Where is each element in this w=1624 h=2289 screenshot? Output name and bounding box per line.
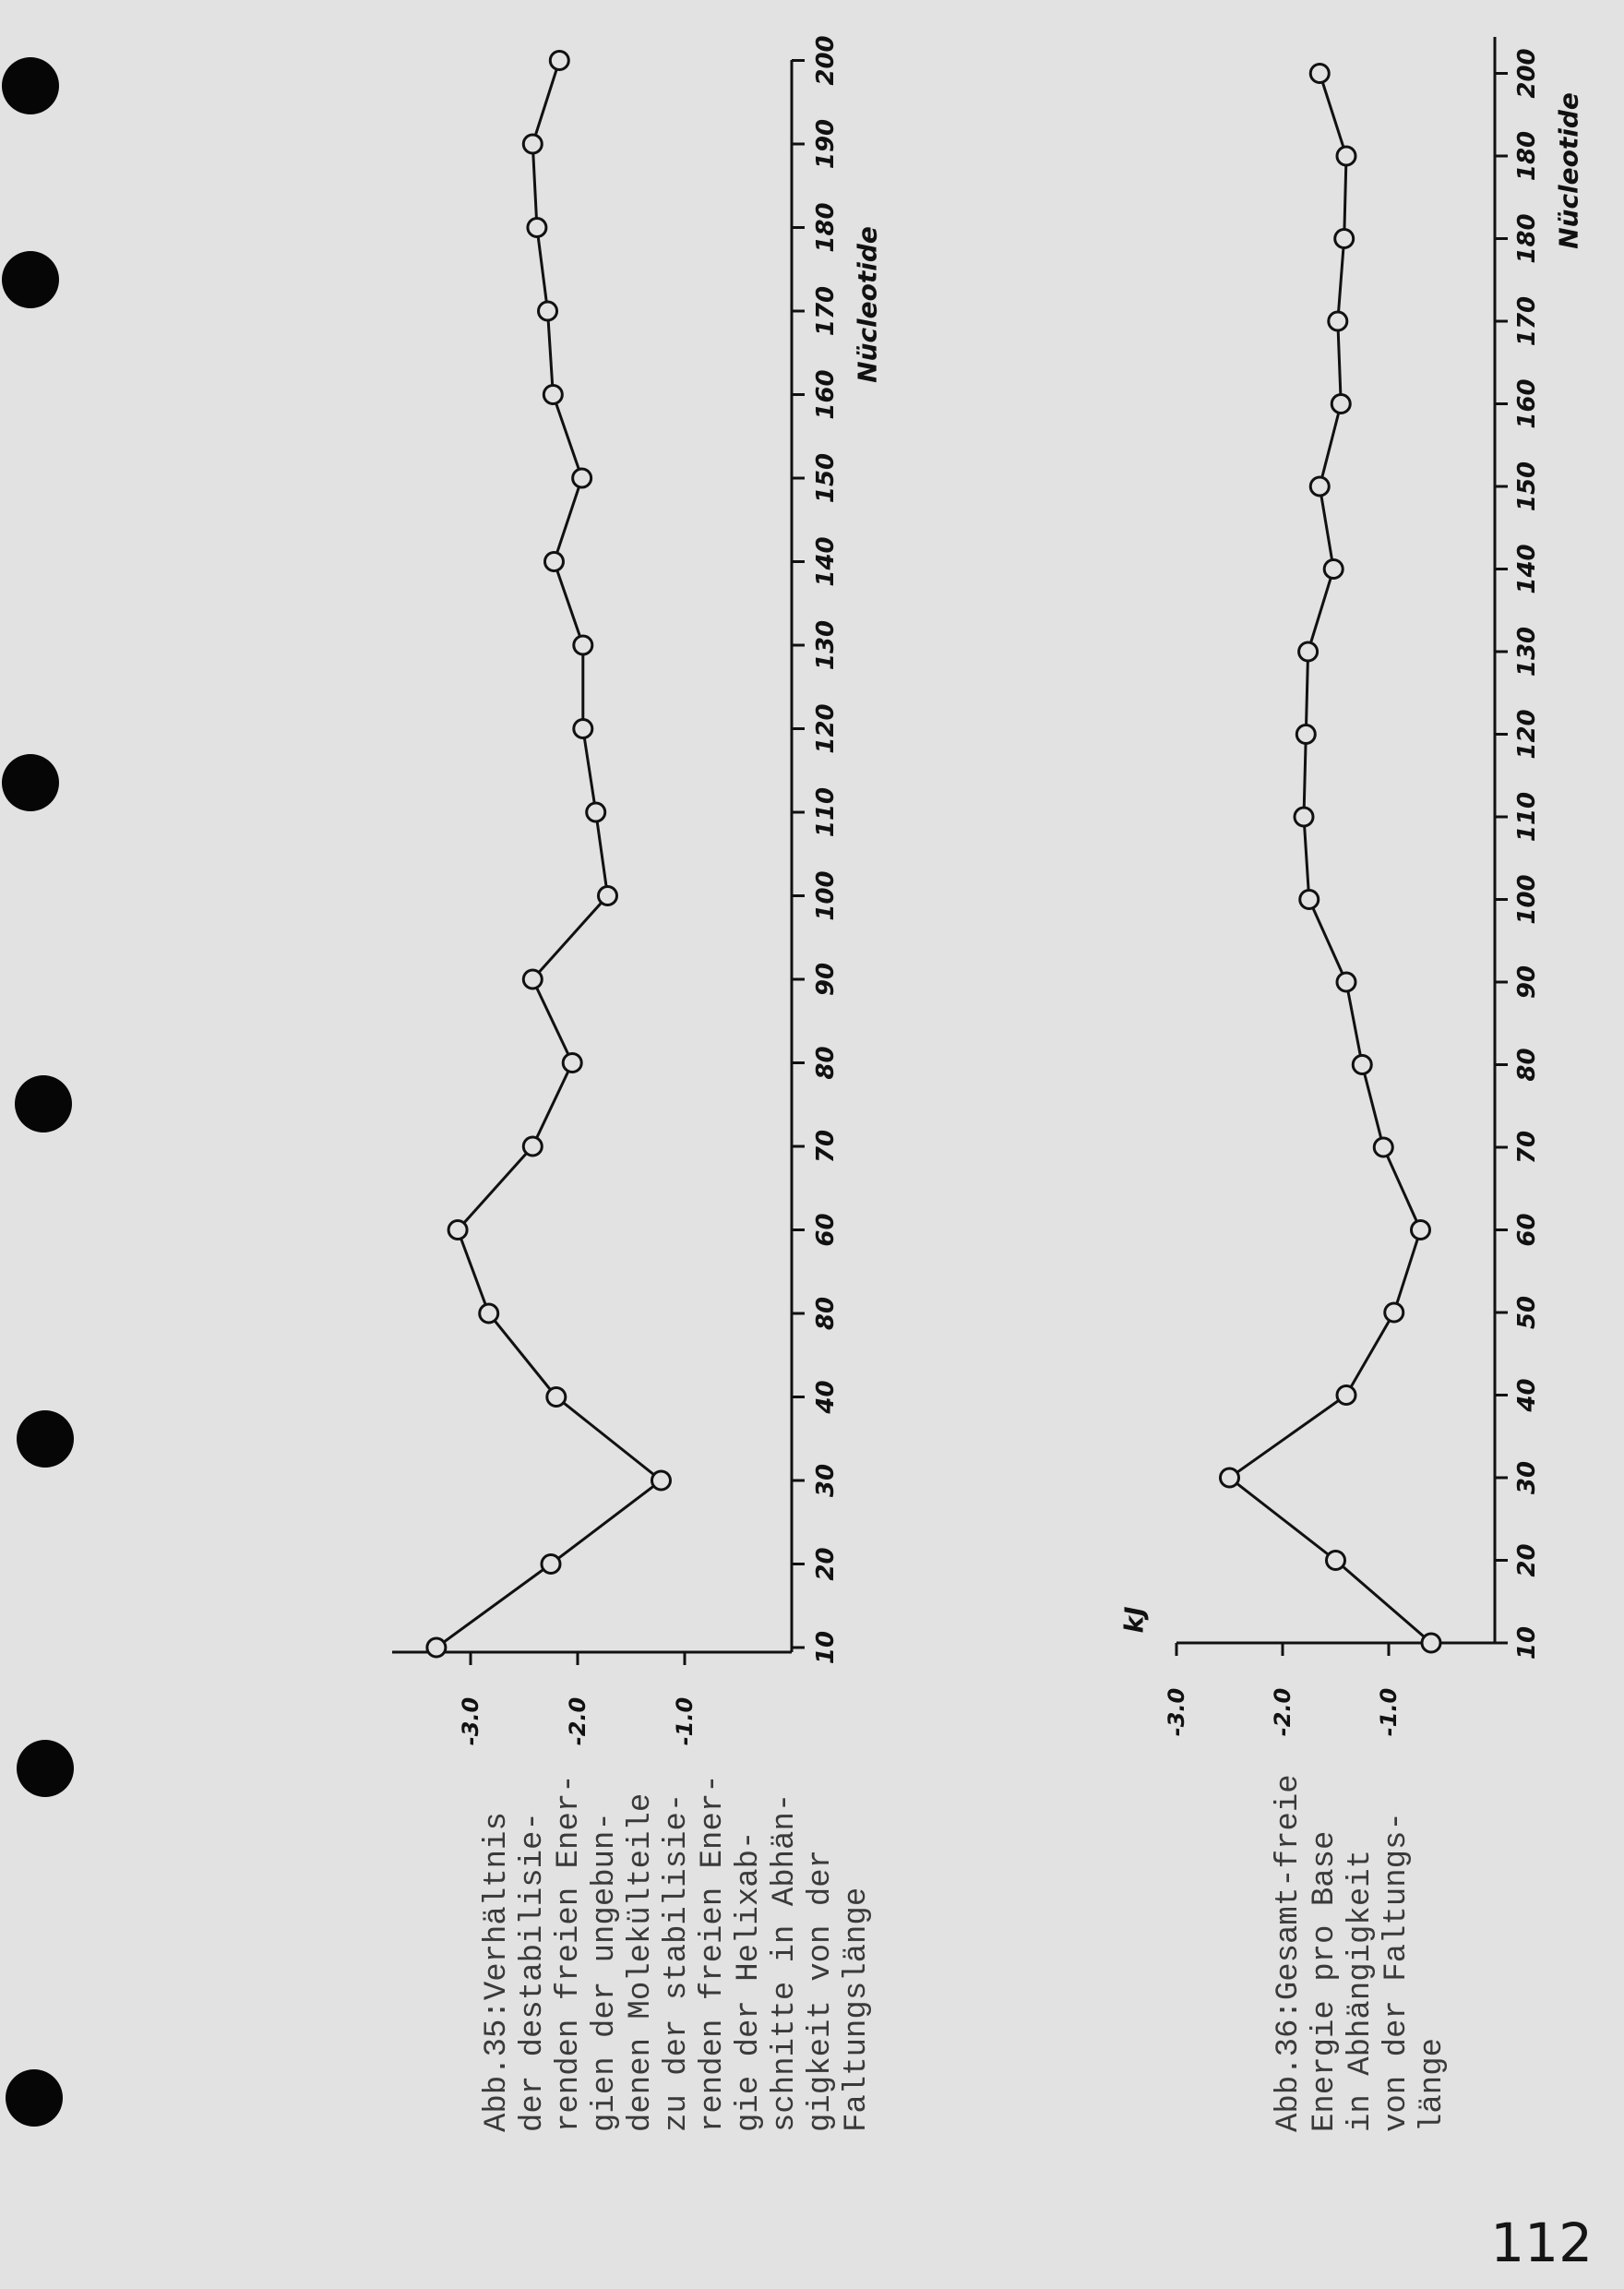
x-tick-label: 60 <box>812 1213 840 1247</box>
figure-35-caption: Abb.35:Verhältnis der destabilisie- renden freien Ener- gien der ungebun- denen Molekülteile zu der stabilisie- renden freien Ener- gie der Helixab- schnitte in Abhän- gigkeit von der Faltungslänge <box>480 1774 875 2132</box>
data-point <box>544 553 563 571</box>
data-point <box>1335 230 1354 248</box>
x-tick-label: 150 <box>812 452 840 504</box>
x-tick-label: 70 <box>1513 1130 1541 1165</box>
page-number: 112 <box>1490 2211 1593 2274</box>
x-axis-label: Nücleotide <box>852 226 883 383</box>
x-axis-label: Nücleotide <box>1553 92 1584 249</box>
data-point <box>543 386 562 404</box>
x-tick-label: 150 <box>1513 461 1541 512</box>
x-tick-label: 130 <box>1513 626 1541 677</box>
data-point <box>1329 312 1347 330</box>
x-tick-label: 130 <box>812 619 840 671</box>
x-tick-label: 40 <box>812 1380 840 1414</box>
x-tick-label: 170 <box>1513 295 1541 347</box>
x-tick-label: 200 <box>1513 48 1541 99</box>
x-tick-label: 10 <box>812 1630 840 1665</box>
data-point <box>574 636 592 654</box>
x-tick-label: 200 <box>812 35 840 86</box>
y-tick-label: -2.0 <box>1270 1687 1296 1737</box>
x-tick-label: 100 <box>1513 874 1541 925</box>
x-tick-label: 80 <box>1513 1048 1541 1082</box>
y-tick-label: -1.0 <box>672 1696 698 1746</box>
x-tick-label: 140 <box>1513 544 1541 594</box>
x-tick-label: 180 <box>1513 213 1541 264</box>
x-tick-label: 80 <box>812 1046 840 1080</box>
data-point <box>523 135 542 153</box>
x-tick-label: 110 <box>812 786 840 838</box>
y-tick-label: -2.0 <box>565 1696 591 1746</box>
y-tick-label: -1.0 <box>1376 1687 1402 1737</box>
y-tick-label: -3.0 <box>1164 1687 1189 1737</box>
data-point <box>1310 477 1329 496</box>
x-tick-label: 120 <box>1513 709 1541 760</box>
data-point <box>550 52 568 70</box>
data-point <box>539 302 557 320</box>
x-tick-label: 30 <box>1513 1460 1541 1495</box>
data-point <box>598 887 616 905</box>
data-point <box>1296 725 1315 744</box>
x-tick-label: 190 <box>812 118 840 170</box>
data-point <box>1324 560 1343 579</box>
x-tick-label: 60 <box>1513 1213 1541 1247</box>
data-point <box>1337 147 1355 165</box>
x-tick-label: 160 <box>1513 378 1541 429</box>
data-point <box>1310 65 1329 83</box>
x-tick-label: 40 <box>1513 1378 1541 1412</box>
x-tick-label: 90 <box>1513 965 1541 1000</box>
figure-36-caption: Abb.36:Gesamt-freie Energie pro Base in Abhängigkeit von der Faltungs- länge <box>1272 1774 1451 2132</box>
x-tick-label: 20 <box>1513 1543 1541 1577</box>
x-tick-label: 180 <box>812 202 840 253</box>
x-tick-label: 160 <box>812 369 840 420</box>
data-point <box>448 1221 467 1240</box>
x-tick-label: 120 <box>812 703 840 754</box>
data-point <box>1300 891 1319 909</box>
data-point <box>528 219 546 237</box>
data-point <box>574 720 592 738</box>
data-point <box>1295 808 1313 826</box>
x-tick-label: 100 <box>812 870 840 921</box>
x-tick-label: 50 <box>1513 1295 1541 1330</box>
data-point <box>573 469 591 487</box>
data-point <box>1299 642 1318 661</box>
x-tick-label: 10 <box>1513 1625 1541 1660</box>
data-point <box>1331 395 1350 413</box>
x-tick-label: 20 <box>812 1547 840 1581</box>
x-tick-label: 110 <box>1513 791 1541 843</box>
x-tick-label: 70 <box>812 1129 840 1164</box>
data-point <box>1221 1468 1239 1487</box>
data-point <box>587 803 605 821</box>
y-axis-label: kJ <box>1118 1606 1150 1634</box>
x-tick-label: 90 <box>812 962 840 997</box>
x-tick-label: 170 <box>812 285 840 337</box>
x-tick-label: 180 <box>1513 130 1541 182</box>
x-tick-label: 30 <box>812 1463 840 1498</box>
x-tick-label: 80 <box>812 1296 840 1331</box>
y-tick-label: -3.0 <box>458 1696 484 1746</box>
x-tick-label: 140 <box>812 536 840 587</box>
data-point <box>427 1638 446 1657</box>
